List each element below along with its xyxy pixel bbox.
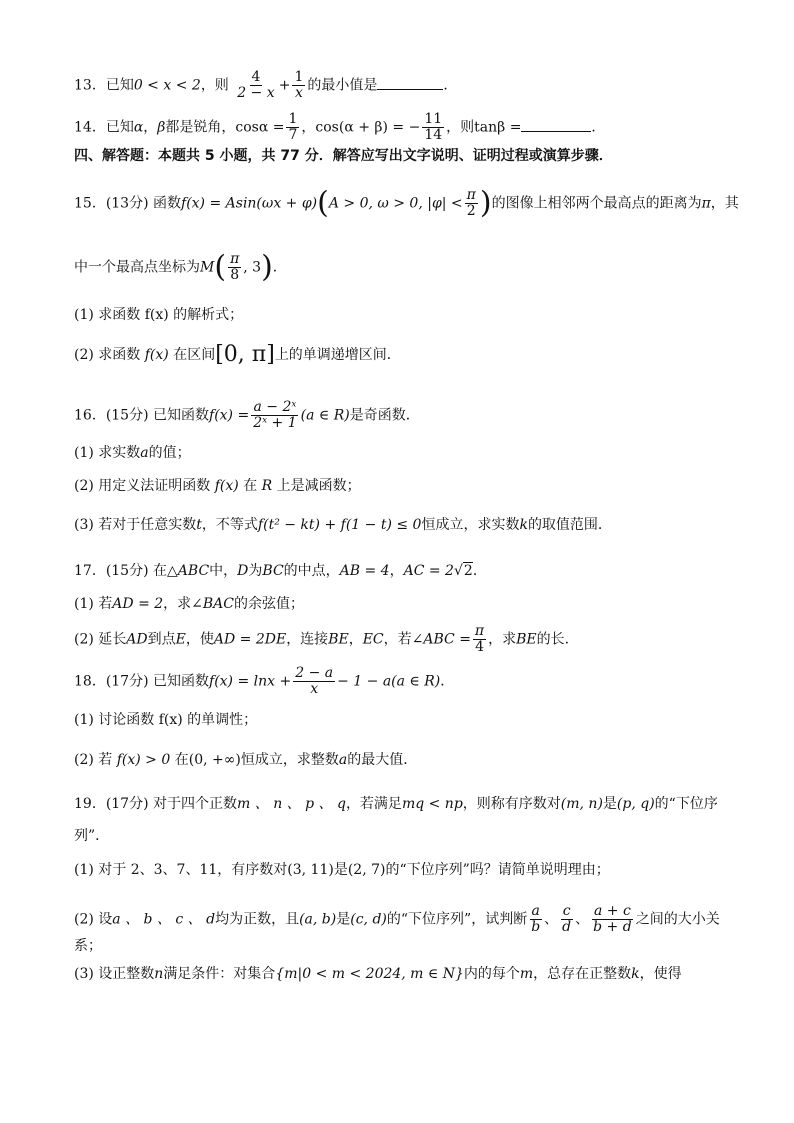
q19-fraction-1: $\frac{a}{b}$: [531, 903, 541, 935]
q13-mid: ，则: [200, 77, 229, 94]
q14-cos-alpha-beta: cos(α + β) = −: [315, 119, 421, 136]
question-19-line-2: 列”．: [74, 828, 110, 844]
question-16-part-3: (3) 若对于任意实数t，不等式f(t² − kt) + f(1 − t) ≤ 0恒成立，求实数k的取值范围．: [74, 517, 612, 533]
question-19-part-3: (3) 设正整数n满足条件：对集合{m|0 < m < 2024, m ∈ N}内的每个m，总存在正整数k，使得: [74, 966, 682, 982]
question-17-part-2: (2) 延长AD到点E，使AD = 2DE，连接BE，EC，若∠ABC = $\frac{\pi}{4}$ ，求BE的长．: [74, 623, 579, 655]
q19-fraction-3: $\frac{a + c}{b + d}$: [593, 903, 632, 935]
q13-fraction-2: $\frac{1}{x}$: [294, 69, 304, 101]
q15-condition: A > 0, ω > 0, |φ| <: [328, 195, 463, 212]
question-19-part-2: (2) 设a 、 b 、 c 、 d均为正数，且(a, b)是(c, d)的“下位序列”，试判断 $\frac{a}{b}$ 、 $\frac{c}{d}$ 、 $\frac{a + c}{b + d}$ 之间的大小关: [74, 903, 720, 935]
q15-point-fraction: $\frac{\pi}{8}$: [230, 251, 240, 283]
question-18: 18．(17分) 已知函数f(x) = lnx + $\frac{2 - a}{x}$ − 1 − a(a ∈ R)．: [74, 665, 455, 697]
q14-fraction-2: $\frac{11}{14}$: [424, 111, 443, 143]
q18-fraction: $\frac{2 - a}{x}$: [295, 665, 334, 697]
question-16-part-2: (2) 用定义法证明函数 f(x) 在 R 上是减函数；: [74, 478, 361, 494]
question-16: 16．(15分) 已知函数f(x) = $\frac{\text{a − 2ˣ}}{\text{2ˣ + 1}}$ (a ∈ R)是奇函数．: [74, 399, 420, 431]
question-17-part-1: (1) 若AD = 2，求∠BAC的余弦值；: [74, 596, 304, 612]
q14-cos-alpha: cosα =: [235, 119, 285, 136]
question-14: 14．已知α，β都是锐角，cosα = $\frac{1}{7}$ ，cos(α + β) = − $\frac{11}{14}$ ，则tanβ = ．: [74, 111, 606, 143]
q13-prefix: 13．已知: [74, 77, 134, 94]
question-18-part-2: (2) 若 f(x) > 0 在(0, +∞)恒成立，求整数a的最大值．: [74, 752, 418, 768]
q16-fraction: $\frac{\text{a − 2ˣ}}{\text{2ˣ + 1}}$: [253, 399, 297, 431]
question-15-line-2: 中一个最高点坐标为M( $\frac{\pi}{8}$ , 3)．: [74, 249, 287, 285]
question-18-part-1: (1) 讨论函数 f(x) 的单调性；: [74, 712, 258, 728]
question-13: 13．已知0 < x < 2，则 $\frac{4}{2 - x}$ + $\frac{1}{x}$ 的最小值是 ．: [74, 69, 458, 101]
question-16-part-1: (1) 求实数a的值；: [74, 445, 191, 461]
question-19-part-2-line-2: 系；: [74, 938, 102, 954]
q14-fraction-1: $\frac{1}{7}$: [288, 111, 298, 143]
q13-answer-blank[interactable]: [377, 89, 443, 90]
question-15-part-1: (1) 求函数 f(x) 的解析式；: [74, 307, 244, 323]
q13-condition: 0 < x < 2: [133, 77, 201, 94]
question-15-part-2: (2) 求函数 f(x) 在区间[0, π]上的单调递增区间．: [74, 342, 401, 367]
question-17: 17．(15分) 在△ABC中，D为BC的中点，AB = 4，AC = 2√2．: [74, 563, 487, 579]
q13-tail: 的最小值是: [307, 77, 378, 94]
q15-function: f(x) = Asin(ωx + φ): [181, 195, 318, 212]
q19-fraction-2: $\frac{c}{d}$: [562, 903, 572, 935]
question-15: 15．(13分) 函数f(x) = Asin(ωx + φ)(A > 0, ω > 0, |φ| < $\frac{\pi}{2}$ )的图像上相邻两个最高点的距离为π，其: [74, 185, 739, 221]
question-19: 19．(17分) 对于四个正数m 、 n 、 p 、 q，若满足mq < np，则称有序数对(m, n)是(p, q)的“下位序: [74, 796, 718, 812]
q17-fraction: $\frac{\pi}{4}$: [474, 623, 485, 655]
q14-answer-blank[interactable]: [521, 131, 591, 132]
q14-tan-beta: tanβ =: [474, 119, 522, 136]
q15-cond-fraction: $\frac{\pi}{2}$: [466, 187, 476, 219]
q13-fraction-1: $\frac{4}{2 - x}$: [237, 69, 275, 101]
question-19-part-1: (1) 对于 2、3、7、11，有序数对(3, 11)是(2, 7)的“下位序列”吗？请简单说明理由；: [74, 862, 610, 878]
section-4-header: 四、解答题：本题共 5 小题，共 77 分．解答应写出文字说明、证明过程或演算步骤．: [74, 148, 613, 164]
